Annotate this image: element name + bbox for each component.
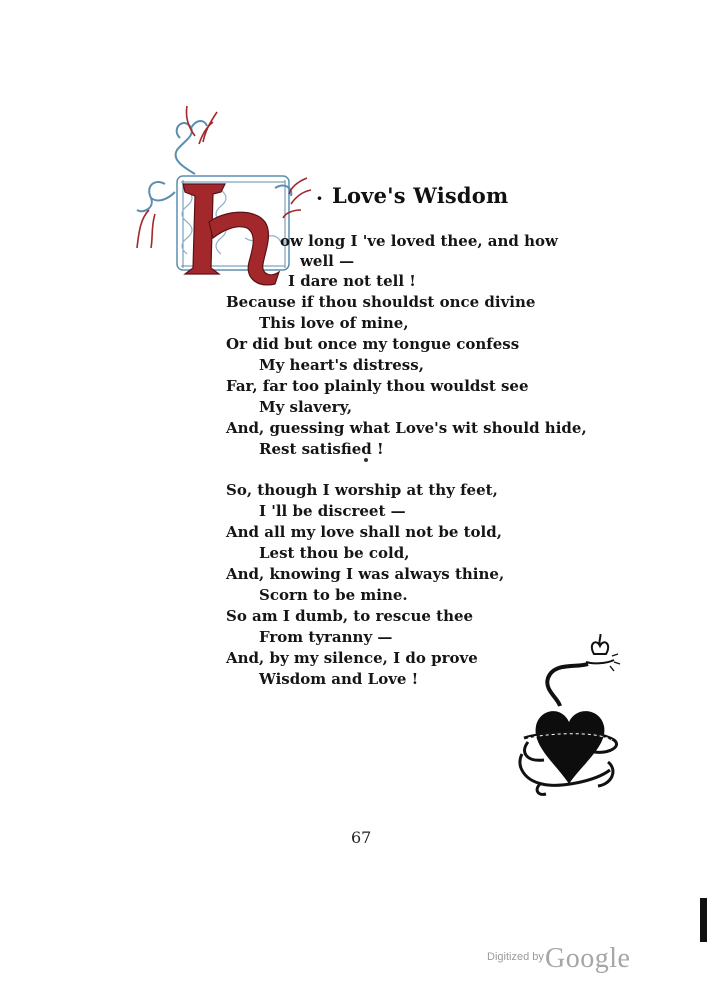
poem-line: I dare not tell ! — [288, 272, 416, 290]
poem-line: Or did but once my tongue confess — [226, 335, 520, 353]
poem-line: And, guessing what Love's wit should hide, — [226, 419, 587, 437]
stanza-divider — [364, 458, 368, 462]
poem-line: This love of mine, — [259, 314, 409, 332]
poem-line: Lest thou be cold, — [259, 544, 410, 562]
google-watermark: Google — [545, 943, 631, 974]
illuminated-initial — [125, 98, 325, 288]
poem-line: So am I dumb, to rescue thee — [226, 607, 474, 625]
page-number: 67 — [351, 828, 372, 847]
poem-line: well — — [300, 252, 355, 270]
poem-line-1: ow long I 've loved thee, and how — [280, 232, 558, 250]
poem-line: Rest satisfied ! — [259, 440, 384, 458]
page-edge-mark — [700, 898, 707, 942]
digitized-by-label: Digitized by — [487, 951, 544, 963]
poem-line: And all my love shall not be told, — [226, 523, 502, 541]
poem-line: My heart's distress, — [259, 356, 424, 374]
poem-line: My slavery, — [259, 398, 353, 416]
title-ornament-dot: · — [316, 186, 323, 210]
poem-line: And, knowing I was always thine, — [226, 565, 505, 583]
poem-line: Far, far too plainly thou wouldst see — [226, 377, 529, 395]
poem-line: Wisdom and Love ! — [259, 670, 419, 688]
poem-line: I 'll be discreet — — [259, 502, 406, 520]
poem-line: And, by my silence, I do prove — [226, 649, 478, 667]
poem-title: Love's Wisdom — [332, 183, 509, 208]
poem-line: From tyranny — — [259, 628, 393, 646]
poem-line: Scorn to be mine. — [259, 586, 408, 604]
poem-line: Because if thou shouldst once divine — [226, 293, 536, 311]
poem-line: So, though I worship at thy feet, — [226, 481, 498, 499]
burning-heart-ornament — [514, 634, 624, 799]
